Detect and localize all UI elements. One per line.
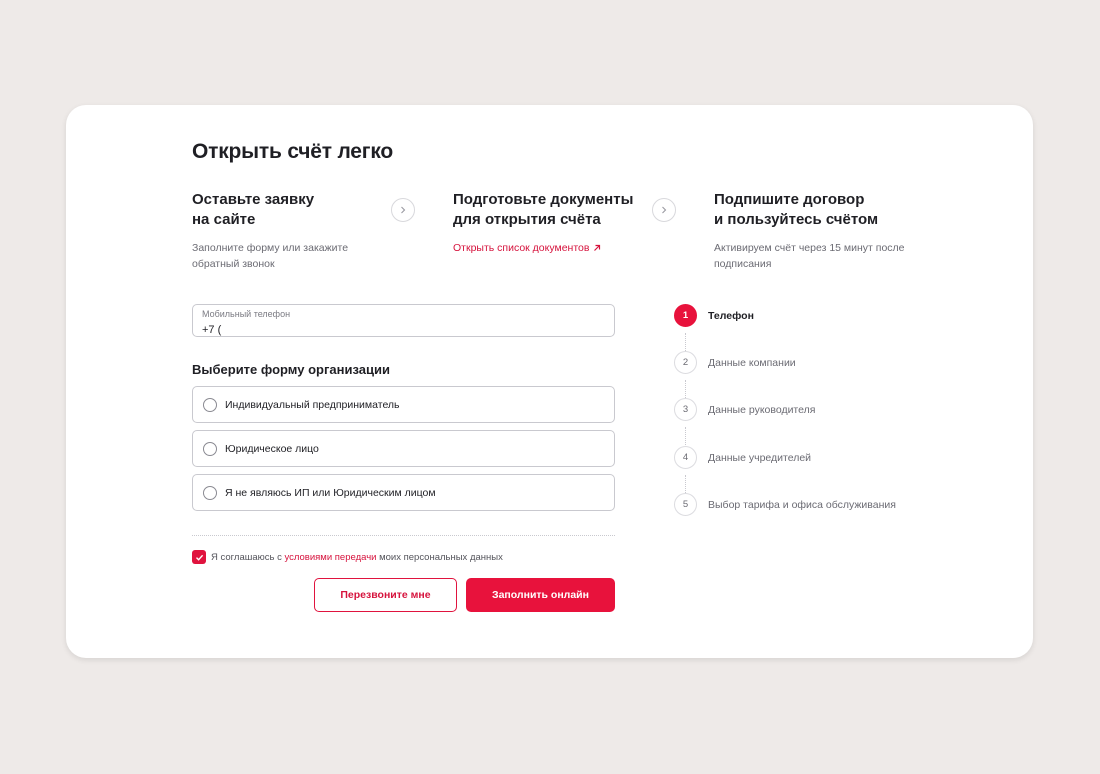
step-3-description — [714, 240, 934, 272]
step-1-desc-line2: обратный звонок — [192, 258, 275, 270]
consent-row — [192, 550, 503, 564]
progress-step-number: 5 — [674, 493, 697, 516]
step-1-next-button[interactable] — [391, 198, 415, 222]
progress-step-number: 1 — [674, 304, 697, 327]
step-1-desc-line1: Заполните форму или закажите — [192, 242, 349, 254]
progress-step-phone — [674, 304, 754, 327]
progress-connector — [685, 333, 686, 351]
step-3-heading-line2: и пользуйтесь счётом — [714, 211, 879, 228]
progress-step-tariff — [674, 493, 896, 516]
step-1 — [192, 190, 392, 272]
phone-field-label: Мобильный телефон — [202, 309, 291, 319]
arrow-up-right-icon — [593, 244, 601, 252]
chevron-right-icon — [399, 206, 407, 214]
step-1-heading — [192, 190, 392, 230]
consent-prefix: Я соглашаюсь с — [211, 551, 282, 563]
progress-step-label: Выбор тарифа и офиса обслуживания — [708, 498, 896, 511]
progress-step-label: Данные компании — [708, 356, 796, 369]
radio-circle-icon[interactable] — [203, 442, 217, 456]
progress-step-label: Данные руководителя — [708, 403, 816, 416]
consent-suffix: моих персональных данных — [379, 551, 503, 563]
progress-connector — [685, 475, 686, 493]
progress-connector — [685, 427, 686, 445]
org-option-individual[interactable] — [192, 386, 615, 423]
step-2-next-button[interactable] — [652, 198, 676, 222]
phone-input[interactable] — [202, 324, 605, 337]
org-option-label: Индивидуальный предприниматель — [225, 398, 400, 411]
step-1-heading-line2: на сайте — [192, 211, 256, 228]
org-option-label: Я не являюсь ИП или Юридическим лицом — [225, 486, 436, 499]
step-2-heading-line1: Подготовьте документы — [453, 191, 634, 208]
progress-step-founders — [674, 446, 811, 469]
callback-button[interactable]: Перезвоните мне — [314, 578, 457, 612]
step-3-heading-line1: Подпишите договор — [714, 191, 865, 208]
progress-step-number: 3 — [674, 398, 697, 421]
step-2-heading — [453, 190, 653, 230]
chevron-right-icon — [660, 206, 668, 214]
step-2 — [453, 190, 653, 256]
documents-list-link-label: Открыть список документов — [453, 242, 590, 254]
divider — [192, 535, 615, 536]
step-3-heading — [714, 190, 934, 230]
progress-step-number: 2 — [674, 351, 697, 374]
documents-list-link[interactable] — [453, 240, 601, 256]
org-option-none[interactable] — [192, 474, 615, 511]
step-3-desc-line2: подписания — [714, 258, 772, 270]
step-1-heading-line1: Оставьте заявку — [192, 191, 315, 208]
progress-step-director — [674, 398, 815, 421]
step-1-description — [192, 240, 392, 272]
progress-step-number: 4 — [674, 446, 697, 469]
page-title: Открыть счёт легко — [192, 140, 393, 163]
phone-field[interactable] — [192, 304, 615, 337]
step-3-desc-line1: Активируем счёт через 15 минут после — [714, 242, 905, 254]
progress-connector — [685, 380, 686, 398]
fill-online-button[interactable]: Заполнить онлайн — [466, 578, 615, 612]
consent-terms-link[interactable]: условиями передачи — [284, 551, 377, 563]
consent-checkbox[interactable] — [192, 550, 206, 564]
checkmark-icon — [195, 553, 204, 562]
progress-step-label: Телефон — [708, 309, 754, 322]
org-option-label: Юридическое лицо — [225, 442, 319, 455]
form-card — [66, 105, 1033, 658]
progress-step-label: Данные учредителей — [708, 451, 812, 464]
radio-circle-icon[interactable] — [203, 398, 217, 412]
consent-text — [211, 552, 503, 563]
org-option-legal-entity[interactable] — [192, 430, 615, 467]
step-2-heading-line2: для открытия счёта — [453, 211, 601, 228]
radio-circle-icon[interactable] — [203, 486, 217, 500]
progress-step-company — [674, 351, 796, 374]
step-3 — [714, 190, 934, 272]
org-form-heading: Выберите форму организации — [192, 362, 390, 377]
